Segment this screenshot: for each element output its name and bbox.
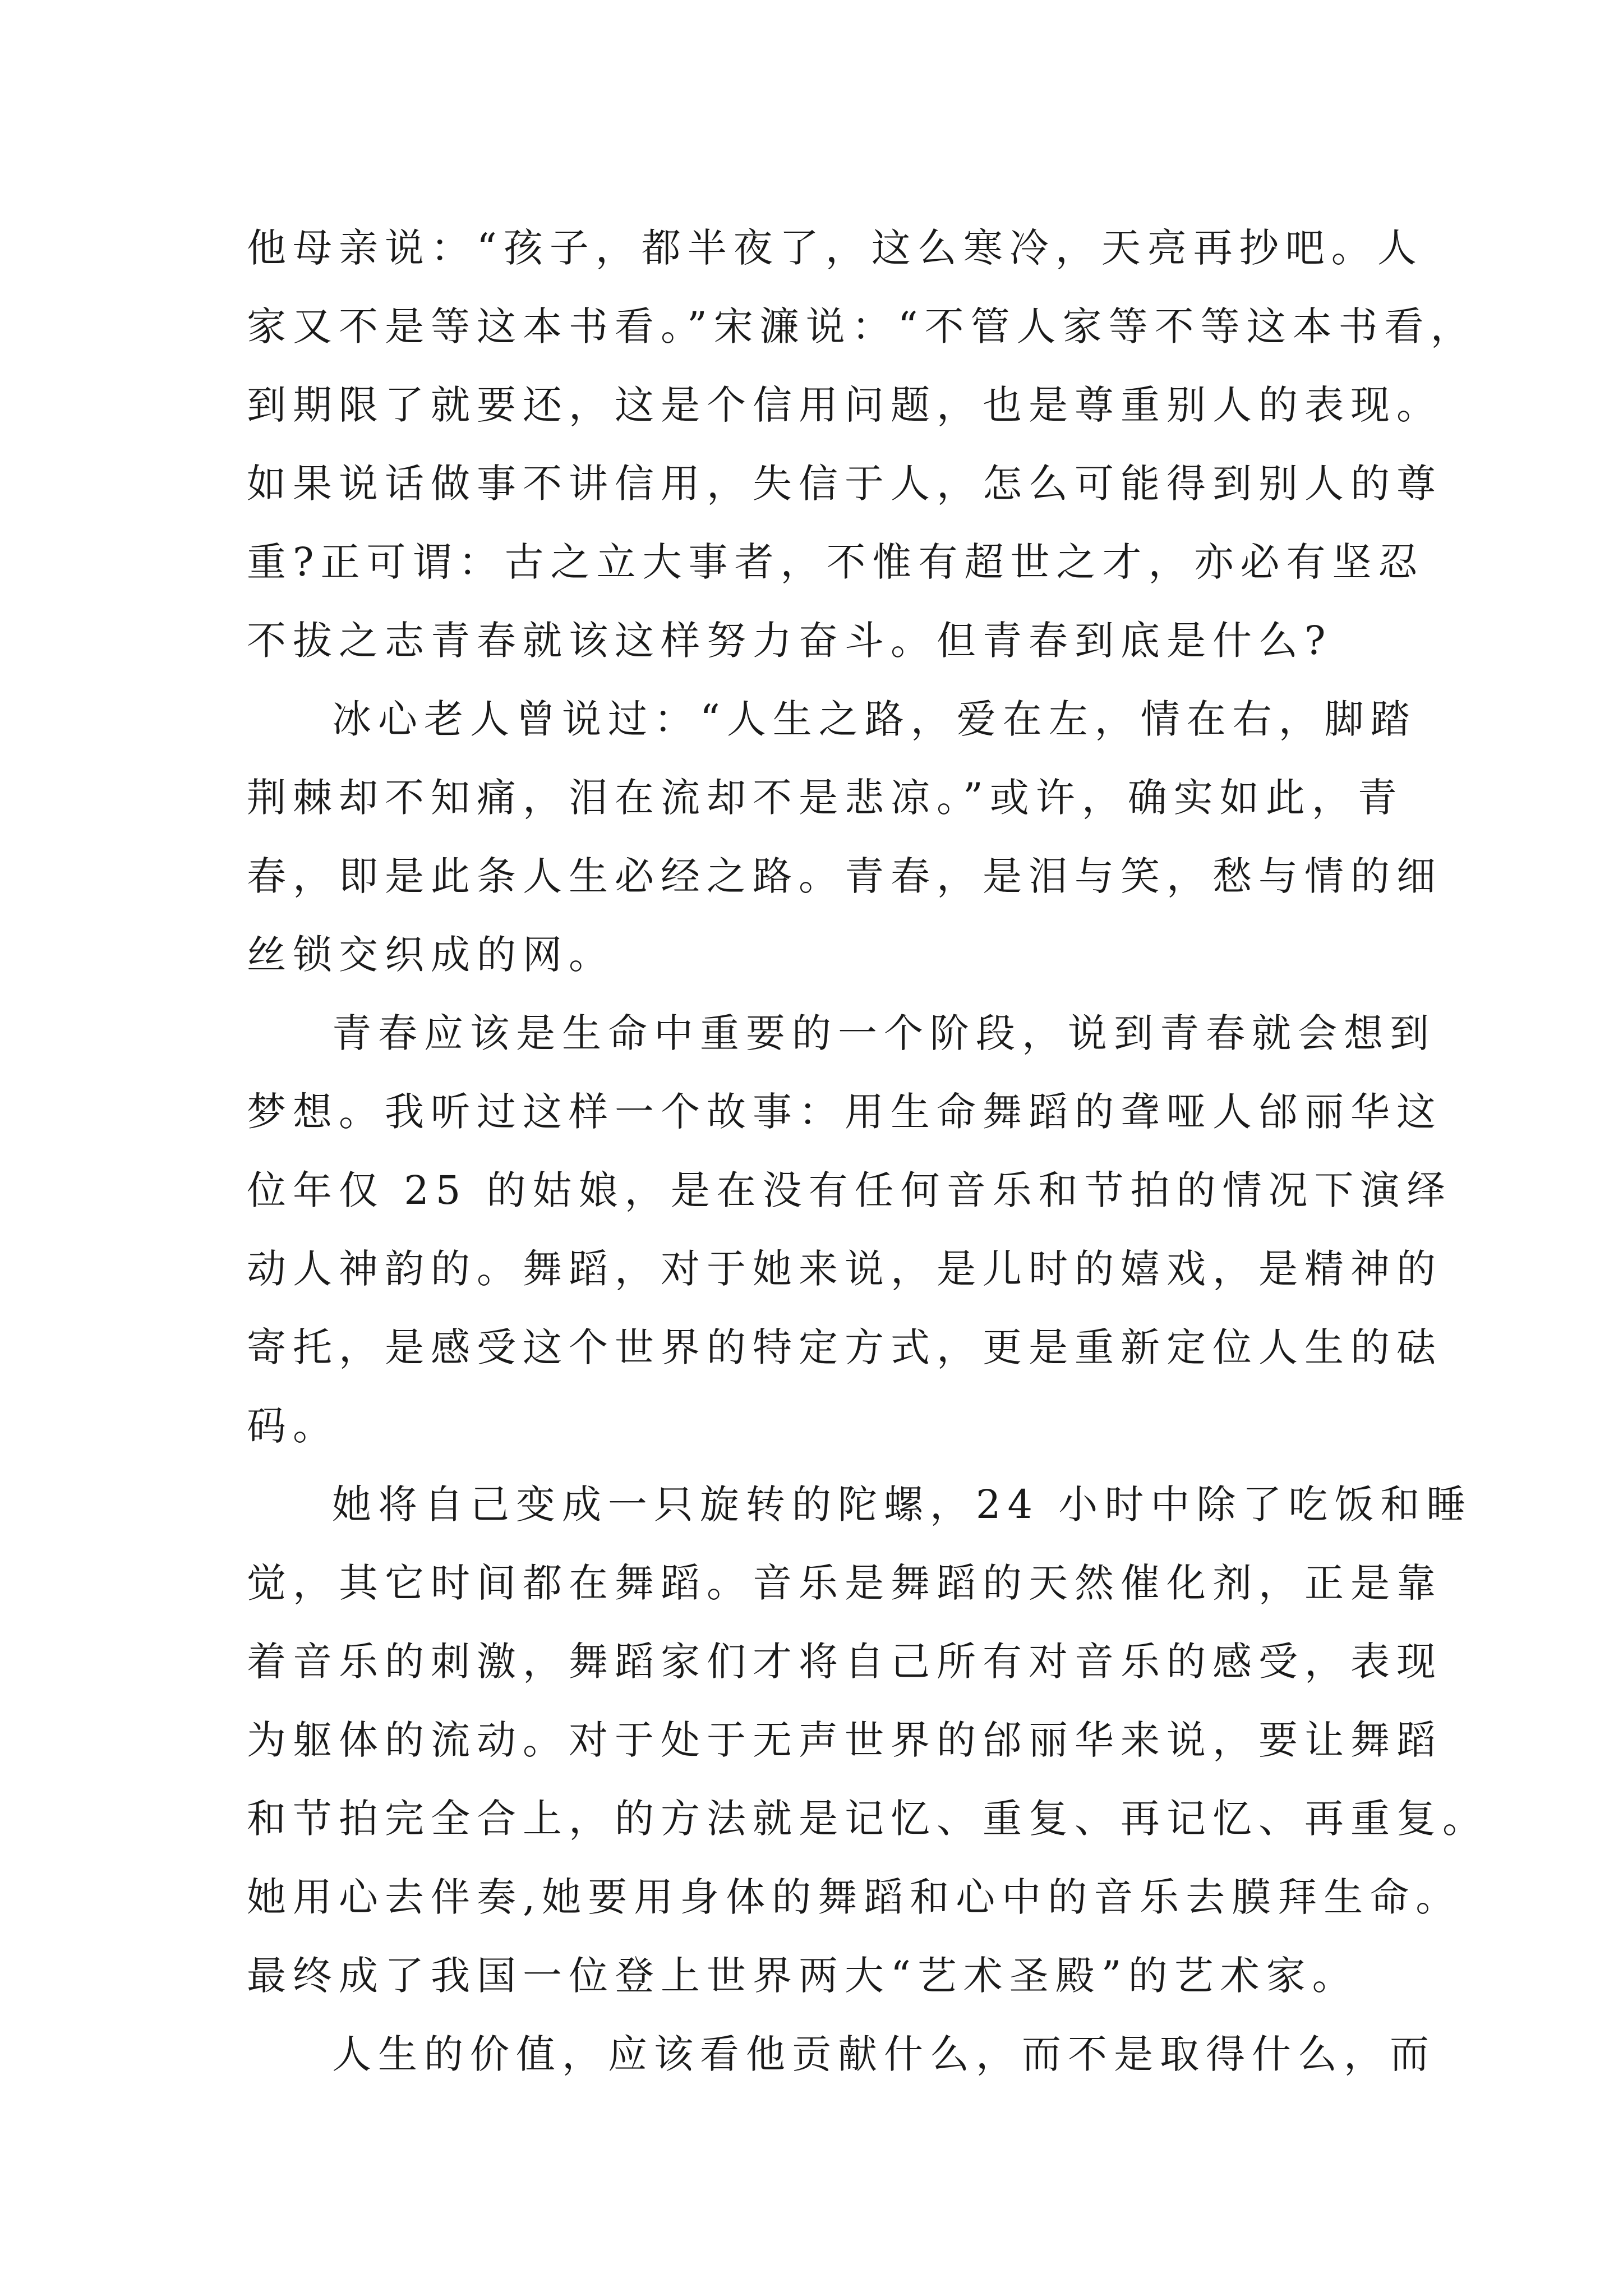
text-line: 冰心老人曾说过：“人生之路，爱在左，情在右，脚踏: [332, 696, 1417, 742]
text-line: 青春应该是生命中重要的一个阶段，说到青春就会想到: [332, 1010, 1436, 1056]
text-line: 她将自己变成一只旋转的陀螺，24 小时中除了吃饭和睡: [332, 1481, 1473, 1527]
text-line: 春，即是此条人生必经之路。青春，是泪与笑，愁与情的细: [247, 853, 1442, 899]
text-line: 人生的价值，应该看他贡献什么，而不是取得什么，而: [332, 2031, 1436, 2077]
text-line: 码。: [247, 1403, 339, 1449]
paragraph: [247, 680, 1442, 994]
paragraph: [247, 2015, 1436, 2093]
text-line: 和节拍完全合上，的方法就是记忆、重复、再记忆、再重复。: [247, 1796, 1488, 1842]
paragraph: [247, 1465, 1488, 2015]
paragraph: [247, 209, 1477, 680]
text-line: 他母亲说：“孩子，都半夜了，这么寒冷，天亮再抄吧。人: [247, 225, 1423, 271]
text-line: 荆棘却不知痛，泪在流却不是悲凉。”或许，确实如此，青: [247, 775, 1404, 821]
text-line: 位年仅 25 的姑娘，是在没有任何音乐和节拍的情况下演绎: [247, 1167, 1453, 1213]
text-line: 家又不是等这本书看。”宋濂说：“不管人家等不等这本书看，: [247, 303, 1477, 349]
text-line: 着音乐的刺激，舞蹈家们才将自己所有对音乐的感受，表现: [247, 1639, 1442, 1685]
body-text: [247, 209, 1488, 2093]
text-line: 寄托，是感受这个世界的特定方式，更是重新定位人生的砝: [247, 1324, 1442, 1370]
text-line: 她用心去伴奏,她要用身体的舞蹈和心中的音乐去膜拜生命。: [247, 1874, 1462, 1920]
text-line: 为躯体的流动。对于处于无声世界的邰丽华来说，要让舞蹈: [247, 1717, 1442, 1763]
text-line: 重?正可谓：古之立大事者，不惟有超世之才，亦必有坚忍: [247, 539, 1424, 585]
paragraph: [247, 994, 1453, 1465]
text-line: 觉，其它时间都在舞蹈。音乐是舞蹈的天然催化剂，正是靠: [247, 1560, 1442, 1606]
text-line: 最终成了我国一位登上世界两大“艺术圣殿”的艺术家。: [247, 1953, 1358, 1999]
text-line: 丝锁交织成的网。: [247, 932, 615, 978]
text-line: 如果说话做事不讲信用，失信于人，怎么可能得到别人的尊: [247, 461, 1442, 507]
text-line: 到期限了就要还，这是个信用问题，也是尊重别人的表现。: [247, 382, 1442, 428]
text-line: 不拔之志青春就该这样努力奋斗。但青春到底是什么?: [247, 618, 1332, 664]
text-line: 梦想。我听过这样一个故事：用生命舞蹈的聋哑人邰丽华这: [247, 1089, 1442, 1135]
text-line: 动人神韵的。舞蹈，对于她来说，是儿时的嬉戏，是精神的: [247, 1246, 1442, 1292]
